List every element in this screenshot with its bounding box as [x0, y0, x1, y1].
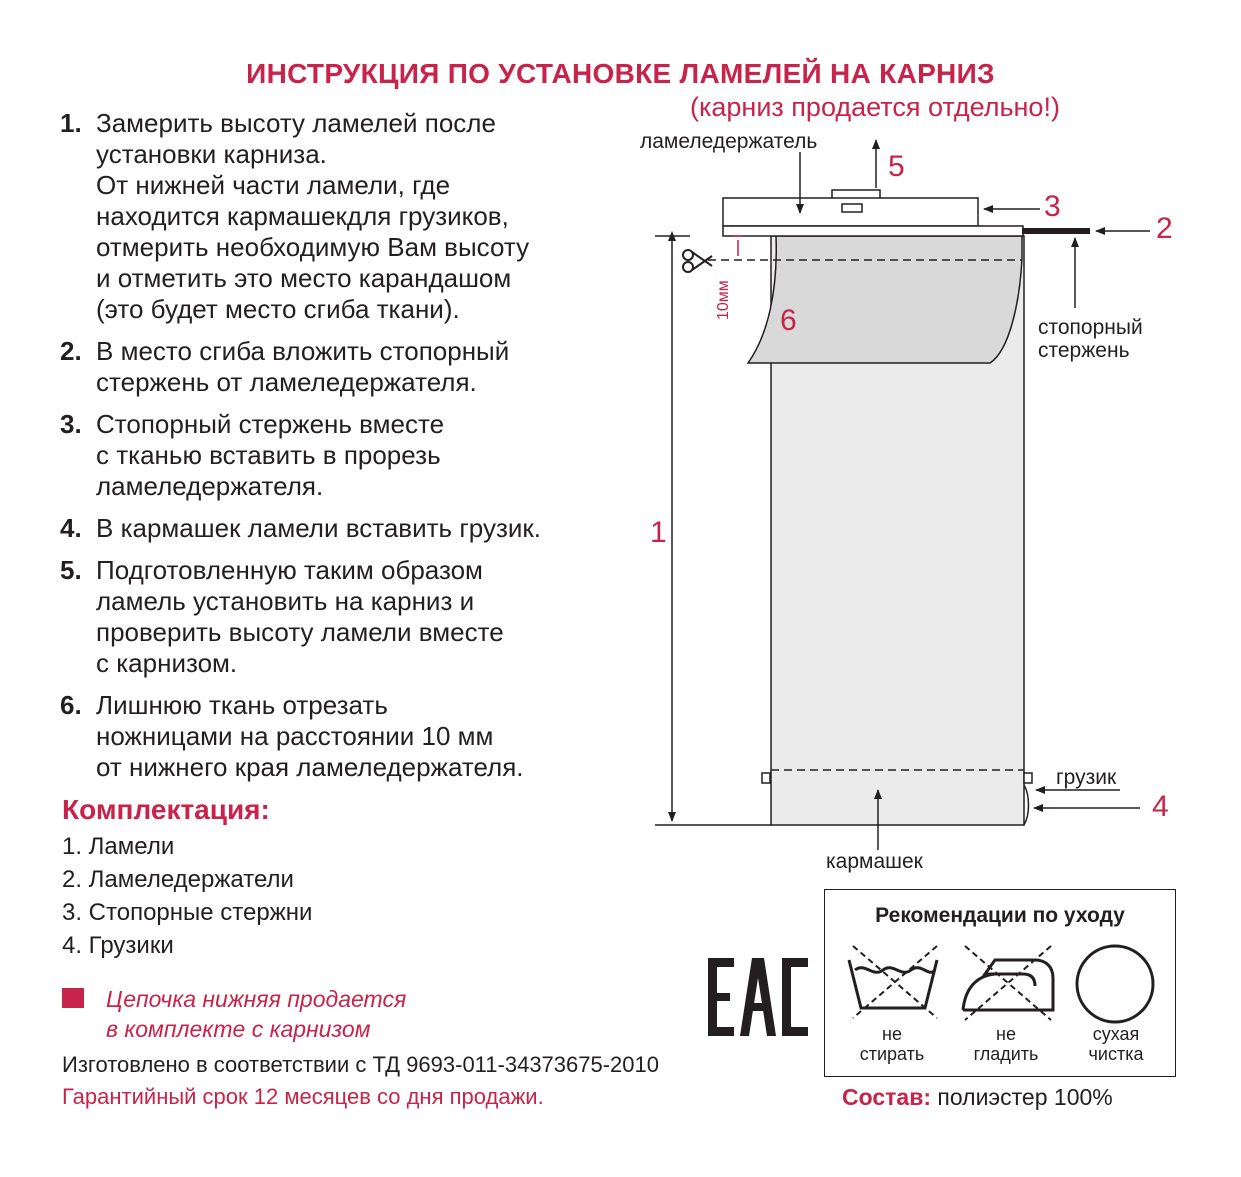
step-text: Замерить высоту ламелей после установки карниза. От нижней части ламели, где находится кармашекдля грузиков, отмерить необходимую Вам высоту и отметить это место карандашом (это будет место сгиба ткани). — [96, 108, 530, 324]
eac-mark-icon — [708, 958, 808, 1036]
care-title: Рекомендации по уходу — [875, 904, 1125, 927]
holder-hook — [832, 190, 880, 198]
rod-label: стопорный стержень — [1038, 316, 1143, 362]
warranty-text: Гарантийный срок 12 месяцев со дня продажи. — [62, 1084, 544, 1109]
holder-bottom — [723, 226, 1023, 236]
step-text: В место сгиба вложить стопорный стержень от ламеледержателя. — [96, 336, 510, 397]
care-label-dryclean: сухая чистка — [1088, 1024, 1144, 1064]
holder-label: ламеледержатель — [640, 130, 818, 153]
kit-item: 3. Стопорные стержни — [62, 899, 313, 926]
kit-item: 2. Ламеледержатели — [62, 866, 294, 893]
callout-4: 4 — [1152, 790, 1169, 823]
care-label-iron: не гладить — [973, 1024, 1039, 1064]
step-number: 5. — [60, 555, 82, 585]
care-label-wash: не стирать — [859, 1024, 925, 1064]
no-wash-icon — [849, 946, 937, 1018]
step-number: 1. — [60, 108, 82, 138]
step-number: 3. — [60, 409, 82, 439]
dry-clean-icon — [1077, 946, 1153, 1022]
weight-label: грузик — [1056, 766, 1117, 789]
tenmm-label: 10мм — [715, 280, 732, 320]
care-box — [824, 889, 1176, 1077]
no-iron-icon — [963, 946, 1053, 1020]
callout-6: 6 — [780, 304, 797, 337]
callout-2: 2 — [1156, 212, 1173, 245]
scissors-icon — [683, 250, 712, 272]
step-text: Подготовленную таким образом ламель установить на карниз и проверить высоту ламели вместе с карнизом. — [96, 555, 504, 678]
step-number: 6. — [60, 690, 82, 720]
page-title: ИНСТРУКЦИЯ ПО УСТАНОВКЕ ЛАМЕЛЕЙ НА КАРНИЗ — [246, 58, 995, 89]
kit-title: Комплектация: — [62, 794, 270, 825]
step-number: 2. — [60, 336, 82, 366]
step-text: Лишнюю ткань отрезать ножницами на расстоянии 10 мм от нижнего края ламеледержателя. — [96, 690, 524, 782]
step-text: Стопорный стержень вместе с тканью вставить в прорезь ламеледержателя. — [96, 409, 445, 501]
kit-item: 1. Ламели — [62, 833, 175, 860]
composition-label: Состав: — [842, 1084, 932, 1110]
step-number: 4. — [60, 513, 82, 543]
standard-text: Изготовлено в соответствии с ТД 9693-011-34373675-2010 — [62, 1052, 659, 1077]
page-subtitle: (карниз продается отдельно!) — [690, 92, 1060, 122]
fabric-fold — [748, 236, 1022, 363]
weight-right — [1024, 773, 1032, 783]
composition-value: полиэстер 100% — [937, 1084, 1113, 1110]
note-text: Цепочка нижняя продается в комплекте с карнизом — [106, 986, 407, 1042]
callout-3: 3 — [1044, 190, 1061, 223]
pocket-label: кармашек — [826, 850, 923, 873]
holder-slot — [842, 204, 862, 212]
composition — [842, 1084, 1113, 1111]
callout-1: 1 — [650, 516, 667, 549]
kit-item: 4. Грузики — [62, 932, 174, 959]
callout-5: 5 — [888, 150, 905, 183]
step-text: В кармашек ламели вставить грузик. — [96, 513, 542, 543]
weight-left — [762, 773, 770, 783]
